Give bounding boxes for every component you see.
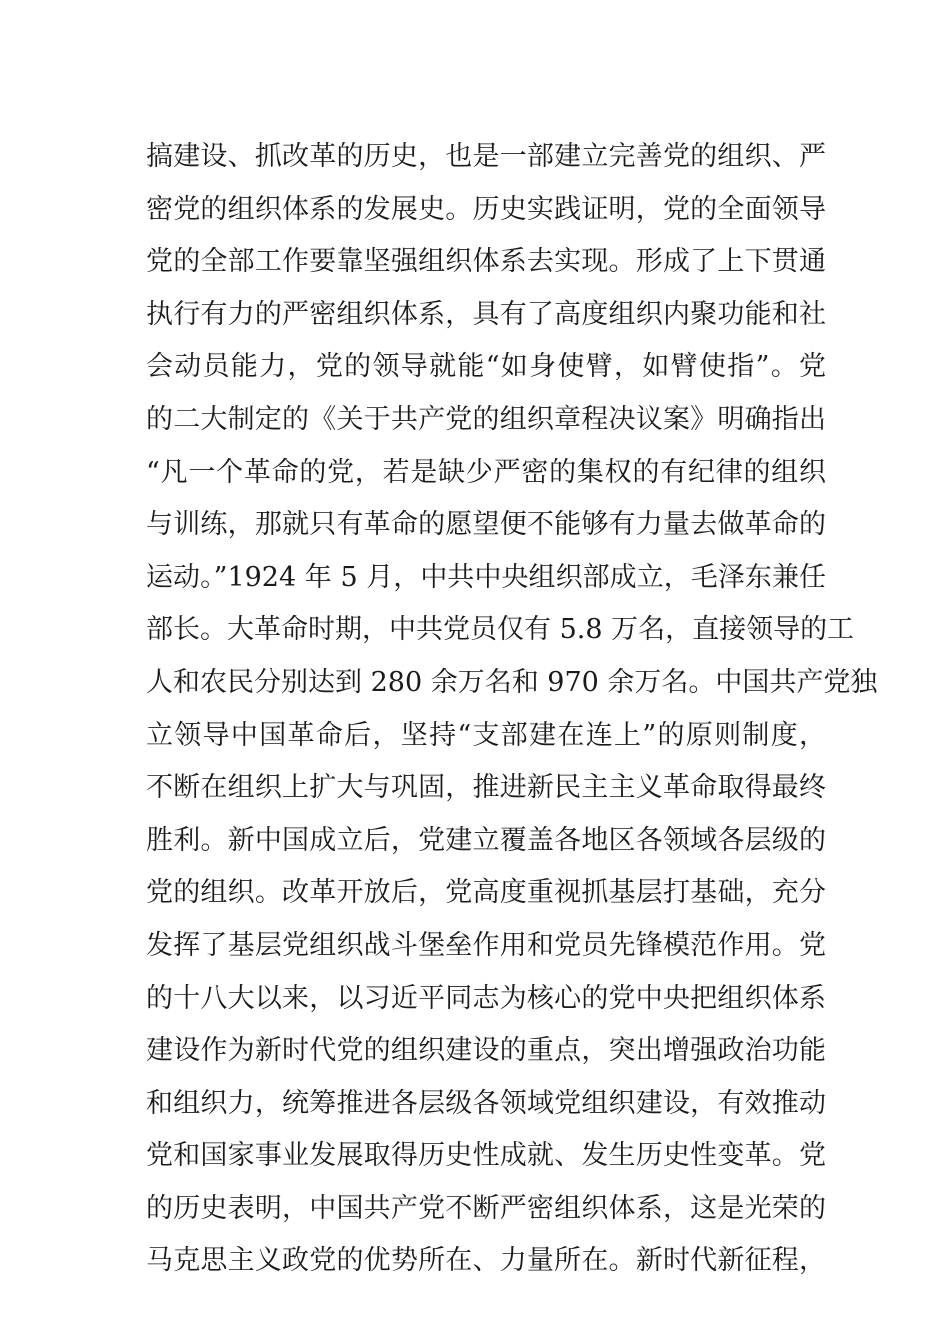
text-line-22: 马克思主义政党的优势所在、力量所在。新时代新征程， bbox=[146, 1245, 826, 1277]
text-line-5: 会动员能力，党的领导就能“如身使臂，如臂使指”。党 bbox=[146, 351, 826, 383]
text-line-21: 的历史表明，中国共产党不断严密组织体系，这是光荣的 bbox=[146, 1192, 826, 1224]
text-line-17: 的十八大以来，以习近平同志为核心的党中央把组织体系 bbox=[146, 982, 826, 1014]
text-line-16: 发挥了基层党组织战斗堡垒作用和党员先锋模范作用。党 bbox=[146, 929, 826, 961]
text-line-12: 立领导中国革命后，坚持“支部建在连上”的原则制度， bbox=[146, 719, 826, 751]
text-line-6: 的二大制定的《关于共产党的组织章程决议案》明确指出 bbox=[146, 403, 826, 435]
text-line-19: 和组织力，统筹推进各层级各领域党组织建设，有效推动 bbox=[146, 1087, 826, 1119]
text-line-8: 与训练，那就只有革命的愿望便不能够有力量去做革命的 bbox=[146, 509, 826, 541]
text-line-7: “凡一个革命的党，若是缺少严密的集权的有纪律的组织 bbox=[146, 456, 826, 488]
text-line-14: 胜利。新中国成立后，党建立覆盖各地区各领域各层级的 bbox=[146, 824, 826, 856]
text-line-3: 党的全部工作要靠坚强组织体系去实现。形成了上下贯通 bbox=[146, 246, 826, 278]
text-line-10: 部长。大革命时期，中共党员仅有 5.8 万名，直接领导的工 bbox=[146, 614, 855, 646]
body-paragraph bbox=[146, 131, 878, 1288]
text-line-18: 建设作为新时代党的组织建设的重点，突出增强政治功能 bbox=[146, 1035, 826, 1067]
text-line-4: 执行有力的严密组织体系，具有了高度组织内聚功能和社 bbox=[146, 298, 826, 330]
text-line-9: 运动。”1924 年 5 月，中共中央组织部成立，毛泽东兼任 bbox=[146, 561, 826, 593]
text-line-13: 不断在组织上扩大与巩固，推进新民主主义革命取得最终 bbox=[146, 772, 826, 804]
text-line-11: 人和农民分别达到 280 余万名和 970 余万名。中国共产党独 bbox=[146, 666, 878, 698]
text-line-1: 搞建设、抓改革的历史，也是一部建立完善党的组织、严 bbox=[146, 141, 826, 172]
text-line-15: 党的组织。改革开放后，党高度重视抓基层打基础，充分 bbox=[146, 877, 826, 909]
text-line-20: 党和国家事业发展取得历史性成就、发生历史性变革。党 bbox=[146, 1140, 826, 1172]
text-line-2: 密党的组织体系的发展史。历史实践证明，党的全面领导 bbox=[146, 193, 826, 225]
